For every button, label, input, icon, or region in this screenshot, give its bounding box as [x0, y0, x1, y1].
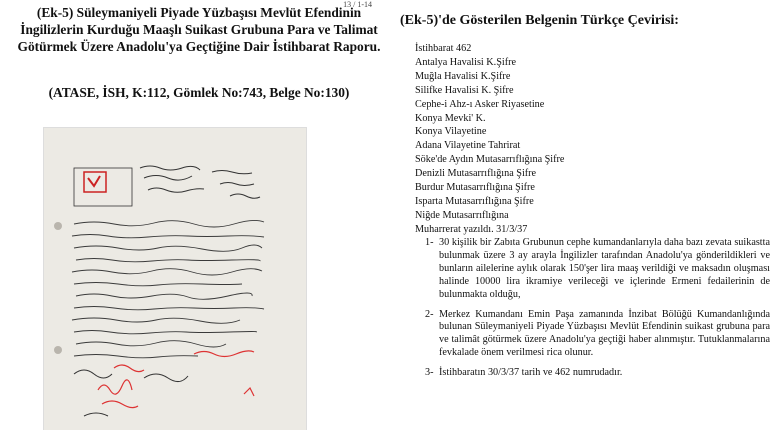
- recipient-line: Burdur Mutasarrıflığına Şifre: [415, 182, 535, 194]
- recipient-line: Silifke Havalisi K. Şifre: [415, 84, 514, 96]
- recipient-list: [415, 42, 564, 237]
- document-title: (Ek-5) Süleymaniyeli Piyade Yüzbaşısı Mevlüt Efendinin İngilizlerin Kurduğu Maaşlı Suikast Grubuna Para ve Talimat Götürmek Üzere Anadolu'ya Geçtiğine Dair İstihbarat Raporu.: [17, 5, 381, 55]
- recipient-line: Söke'de Aydın Mutasarrıflığına Şifre: [415, 154, 565, 166]
- paragraph-text: İstihbaratın 30/3/37 tarih ve 462 numrudadır.: [439, 367, 623, 379]
- recipient-line: Niğde Mutasarrıflığına: [415, 209, 509, 221]
- recipient-line: İstihbarat 462: [415, 43, 472, 54]
- recipient-line: Muğla Havalisi K.Şifre: [415, 70, 511, 82]
- translation-title: (Ek-5)'de Gösterilen Belgenin Türkçe Çevirisi:: [400, 13, 679, 28]
- paragraph-number: 2-: [425, 308, 434, 320]
- paragraph-text: 30 kişilik bir Zabıta Grubunun cephe kumandanlarıyla daha bazı zevata suikastta bulunmak üzere 3 ay arayla İngilizler tarafından Anadolu'ya gönderildikleri ve bunların ailelerine aylık olarak 150'şer lira maaş verildiği ve maksadın oluşması halinde 10000 lira ikramiye verileceği ve içlerinde Ermeni fedailerinin de bulunmakta olduğu,: [439, 237, 770, 300]
- scanned-document-image: [44, 128, 306, 430]
- handwritten-scan: [44, 128, 306, 430]
- archive-source: (ATASE, İSH, K:112, Gömlek No:743, Belge No:130): [48, 85, 350, 100]
- paragraph-number: 1-: [425, 237, 434, 248]
- paragraph-item: [425, 237, 770, 302]
- paragraph-item: [425, 309, 770, 361]
- punch-hole: [54, 346, 62, 354]
- paragraph-number: 3-: [425, 367, 434, 379]
- page-note: 13 / 1-14: [343, 0, 372, 9]
- numbered-paragraphs: [425, 237, 770, 387]
- paragraph-text: Merkez Kumandanı Emin Paşa zamanında İnzibat Bölüğü Kumandanlığında bulunan Süleymaniyeli Piyade Yüzbaşısı Mevlüt Efendinin suikast grubuna para ve talimât götürmek üzere Anadolu'ya geçtiği haber alınmıştır. Tutuklanmalarına fevkalade önem verilmesi rica olunur.: [439, 308, 770, 359]
- recipient-line: Muharrerat yazıldı. 31/3/37: [415, 223, 528, 235]
- recipient-line: Cephe-i Ahz-ı Asker Riyasetine: [415, 98, 545, 110]
- paragraph-item: [425, 367, 770, 380]
- recipient-line: Denizli Mutasarrıflığına Şifre: [415, 168, 537, 180]
- recipient-line: Adana Vilayetine Tahrirat: [415, 140, 521, 152]
- recipient-line: Isparta Mutasarrıflığına Şifre: [415, 195, 534, 207]
- punch-hole: [54, 222, 62, 230]
- recipient-line: Konya Vilayetine: [415, 126, 487, 138]
- right-column: [395, 0, 780, 430]
- recipient-line: Antalya Havalisi K.Şifre: [415, 56, 516, 68]
- recipient-line: Konya Mevki' K.: [415, 112, 486, 124]
